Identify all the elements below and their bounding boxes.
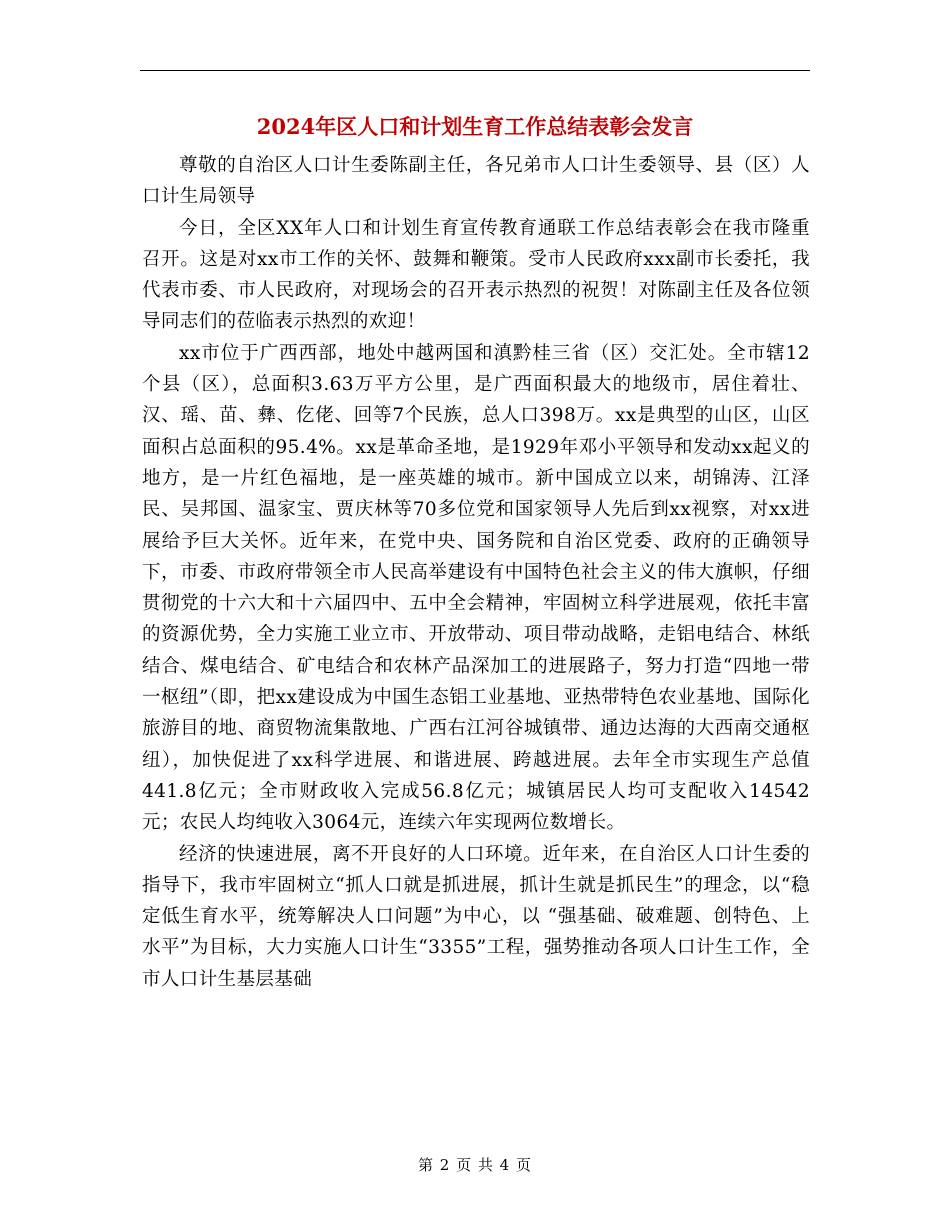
header-rule [140,70,810,71]
document-title: 2024年区人口和计划生育工作总结表彰会发言 [256,114,694,139]
paragraph-population-work: 经济的快速进展，离不开良好的人口环境。近年来，在自治区人口计生委的指导下，我市牢固树立“抓人口就是抓进展，抓计生就是抓民生”的理念，以“稳定低生育水平，统筹解决人口问题”为中心，以 “强基础、破难题、创特色、上水平”为目标，大力实施人口计生“3355”工程，强势推动各项人口计生工作，全市人口计生基层基础 [142,843,810,990]
document-body [142,150,810,995]
page-number-footer: 第 2 页 共 4 页 [418,1156,532,1174]
paragraph-opening: 今日，全区XX年人口和计划生育宣传教育通联工作总结表彰会在我市隆重召开。这是对xx市工作的关怀、鼓舞和鞭策。受市人民政府xxx副市长委托，我代表市委、市人民政府，对现场会的召开表示热烈的祝贺！对陈副主任及各位领导同志们的莅临表示热烈的欢迎！ [142,217,810,333]
paragraph-city-overview: xx市位于广西西部，地处中越两国和滇黔桂三省（区）交汇处。全市辖12个县（区），总面积3.63万平方公里，是广西面积最大的地级市，居住着壮、汉、瑶、苗、彝、仡佬、回等7个民族，总人口398万。xx是典型的山区，山区面积占总面积的95.4%。xx是革命圣地，是1929年邓小平领导和发动xx起义的地方，是一片红色福地，是一座英雄的城市。新中国成立以来，胡锦涛、江泽民、吴邦国、温家宝、贾庆林等70多位党和国家领导人先后到xx视察，对xx进展给予巨大关怀。近年来，在党中央、国务院和自治区党委、政府的正确领导下，市委、市政府带领全市人民高举建设有中国特色社会主义的伟大旗帜，仔细贯彻党的十六大和十六届四中、五中全会精神，牢固树立科学进展观，依托丰富的资源优势，全力实施工业立市、开放带动、项目带动战略，走铝电结合、林纸结合、煤电结合、矿电结合和农林产品深加工的进展路子，努力打造“四地一带一枢纽”（即，把xx建设成为中国生态铝工业基地、亚热带特色农业基地、国际化旅游目的地、商贸物流集散地、广西右江河谷城镇带、通边达海的大西南交通枢纽），加快促进了xx科学进展、和谐进展、跨越进展。去年全市实现生产总值441.8亿元；全市财政收入完成56.8亿元；城镇居民人均可支配收入14542元；农民人均纯收入3064元，连续六年实现两位数增长。 [142,342,810,834]
paragraph-salutation: 尊敬的自治区人口计生委陈副主任，各兄弟市人口计生委领导、县（区）人口计生局领导 [142,155,810,208]
